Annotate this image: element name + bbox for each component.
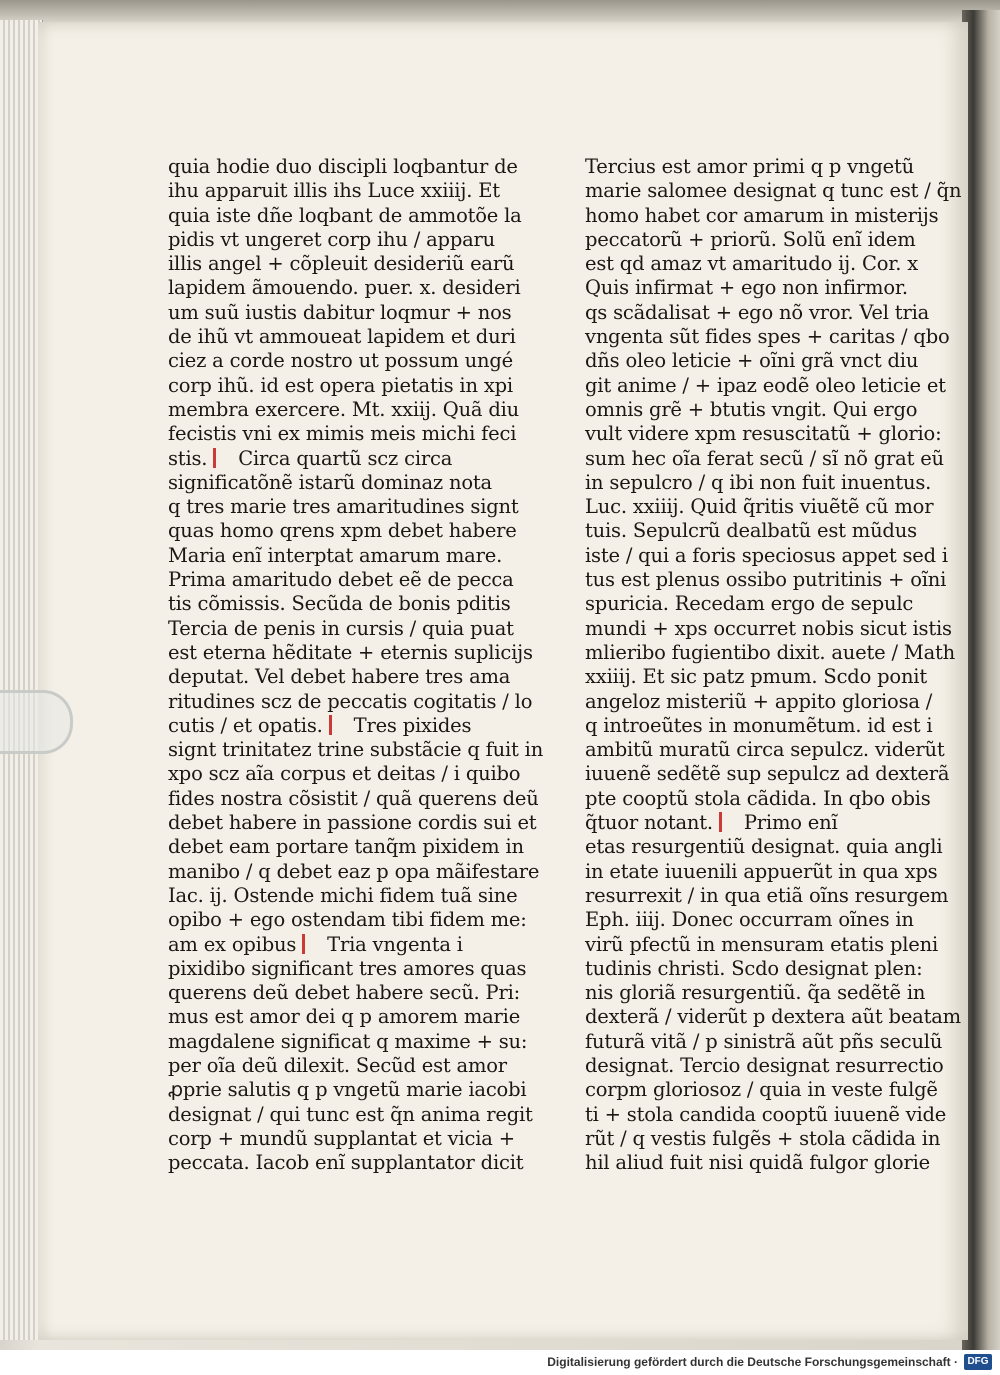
text-line: rũt / q vestis fulgẽs + stola cãdida in bbox=[585, 1126, 941, 1150]
text-line: peccatorũ + priorũ. Solũ enĩ idem bbox=[585, 227, 916, 251]
text-line: quia hodie duo discipli loqbantur de bbox=[168, 155, 518, 178]
book-top-edge bbox=[0, 0, 1000, 22]
left-text-column bbox=[168, 155, 544, 1175]
rubric-mark-icon bbox=[213, 448, 230, 468]
text-line: angeloz misteriũ + appito gloriosa / bbox=[585, 689, 933, 713]
paper-clip-icon bbox=[0, 690, 73, 754]
text-line: mundi + xps occurret nobis sicut istis bbox=[585, 616, 952, 640]
text-line: corpm gloriosoz / quia in veste fulgẽ bbox=[585, 1078, 938, 1102]
text-line: ritudines scz de peccatis cogitatis / lo bbox=[168, 689, 533, 713]
text-line: in etate iuuenili appuerũt in qua xps bbox=[585, 859, 938, 883]
text-line: q introeũtes in monumẽtum. id est i bbox=[585, 713, 933, 737]
text-line: Quis infirmat + ego non infirmor. bbox=[585, 276, 908, 300]
text-line: Tercia de penis in cursis / quia puat bbox=[168, 616, 514, 640]
text-line: pixidibo significant tres amores quas bbox=[168, 956, 527, 980]
text-line: designat. Tercio designat resurrectio bbox=[585, 1053, 944, 1077]
text-line: xxiiij. Et sic patz pmum. Scdo ponit bbox=[585, 665, 927, 689]
text-line: deputat. Vel debet habere tres ama bbox=[168, 665, 511, 689]
text-line: xpo scz aĩa corpus et deitas / i quibo bbox=[168, 762, 521, 786]
text-line: opibo + ego ostendam tibi fidem me: bbox=[168, 908, 527, 932]
text-line: Luc. xxiiij. Quid q̃ritis viuẽtẽ cũ mor bbox=[585, 495, 934, 519]
text-line: lapidem ãmouendo. puer. x. desideri bbox=[168, 276, 521, 300]
funding-credit: Digitalisierung gefördert durch die Deutsche Forschungsgemeinschaft · bbox=[547, 1355, 958, 1369]
text-line: est qd amaz vt amaritudo ij. Cor. x bbox=[585, 252, 919, 276]
text-line: membra exercere. Mt. xxiij. Quã diu bbox=[168, 397, 520, 421]
text-line: corp ihũ. id est opera pietatis in xpi bbox=[168, 373, 513, 397]
text-line: vngenta sũt fides spes + caritas / qbo bbox=[585, 325, 950, 349]
text-line: etas resurgentiũ designat. quia angli bbox=[585, 835, 943, 859]
text-line: Eph. iiij. Donec occurram oĩnes in bbox=[585, 908, 914, 932]
text-line: q̃tuor notant. Primo enĩ bbox=[585, 811, 838, 835]
text-line: per oĩa deũ dilexit. Secũd est amor bbox=[168, 1053, 507, 1077]
text-line: spuricia. Recedam ergo de sepulc bbox=[585, 592, 914, 616]
text-line: de ihũ vt ammoueat lapidem et duri bbox=[168, 325, 516, 349]
text-line: ꝓprie salutis q p vngetũ marie iacobi bbox=[168, 1078, 527, 1102]
text-line: um suũ iustis dabitur loqmur + nos bbox=[168, 300, 512, 324]
text-line: debet habere in passione cordis sui et bbox=[168, 811, 537, 835]
text-line: tuis. Sepulcrũ dealbatũ est mũdus bbox=[585, 519, 917, 543]
text-line: git anime / + ipaz eodẽ oleo leticie et bbox=[585, 373, 946, 397]
text-line: in sepulcro / q ibi non fuit inuentus. bbox=[585, 470, 932, 494]
text-line: dñs oleo leticie + oĩni grã vnct diu bbox=[585, 349, 919, 373]
text-line: hil aliud fuit nisi quidã fulgor glorie bbox=[585, 1151, 930, 1175]
text-line: est eterna hẽditate + eternis suplicijs bbox=[168, 640, 533, 664]
text-line: Maria enĩ interptat amarum mare. bbox=[168, 543, 503, 567]
text-line: cutis / et opatis. Tres pixides bbox=[168, 713, 472, 737]
rubric-mark-icon bbox=[302, 934, 319, 954]
text-line: magdalene significat q maxime + su: bbox=[168, 1029, 528, 1053]
footer-bar bbox=[0, 1350, 1000, 1375]
text-line: Prima amaritudo debet eẽ de pecca bbox=[168, 568, 514, 592]
text-line: mlieribo fugientibo dixit. auete / Math bbox=[585, 640, 956, 664]
text-line: stis. Circa quartũ scz circa bbox=[168, 446, 453, 470]
page-stack-edges bbox=[0, 20, 43, 1340]
text-line: vult videre xpm resuscitatũ + glorio: bbox=[585, 422, 942, 446]
text-line: futurã vitã / p sinistrã aũt pñs seculũ bbox=[585, 1029, 943, 1053]
text-line: Iac. ij. Ostende michi fidem tuã sine bbox=[168, 883, 518, 907]
text-line: pte cooptũ stola cãdida. In qbo obis bbox=[585, 786, 931, 810]
text-line: mus est amor dei q p amorem marie bbox=[168, 1005, 521, 1029]
text-line: Tercius est amor primi q p vngetũ bbox=[585, 155, 914, 178]
text-line: peccata. Iacob enĩ supplantator dicit bbox=[168, 1151, 524, 1175]
text-line: tis cõmissis. Secũda de bonis pditis bbox=[168, 592, 511, 616]
text-line: fides nostra cõsistit / quã querens deũ bbox=[168, 786, 539, 810]
text-line: homo habet cor amarum in misterijs bbox=[585, 203, 939, 227]
text-line: marie salomee designat q tunc est / q̃n bbox=[585, 179, 962, 203]
text-line: querens deũ debet habere secũ. Pri: bbox=[168, 981, 521, 1005]
text-line: iuuenẽ sedẽtẽ sup sepulcz ad dexterã bbox=[585, 762, 950, 786]
text-line: resurrexit / in qua etiã oĩns resurgem bbox=[585, 883, 949, 907]
text-line: dexterã / viderũt p dextera aũt beatam bbox=[585, 1005, 961, 1029]
text-line: signt trinitatez trine substãcie q fuit in bbox=[168, 738, 544, 762]
dfg-logo-icon: DFG bbox=[964, 1354, 992, 1370]
text-line: nis gloriã resurgentiũ. q̃a sedẽtẽ in bbox=[585, 981, 926, 1005]
text-line: tudinis christi. Scdo designat plen: bbox=[585, 956, 923, 980]
text-line: tus est plenus ossibo putritinis + oĩni bbox=[585, 568, 947, 592]
text-line: ihu apparuit illis ihs Luce xxiiij. Et bbox=[168, 179, 500, 203]
text-line: ciez a corde nostro ut possum ungé bbox=[168, 349, 514, 373]
text-line: quas homo qrens xpm debet habere bbox=[168, 519, 517, 543]
text-line: ambitũ muratũ circa sepulcz. viderũt bbox=[585, 738, 945, 762]
text-line: illis angel + cõpleuit desideriũ earũ bbox=[168, 252, 515, 276]
text-line: significatõnẽ istarũ dominaz nota bbox=[168, 470, 492, 494]
text-line: manibo / q debet eaz p opa mãifestare bbox=[168, 859, 540, 883]
text-line: qs scãdalisat + ego nõ vror. Vel tria bbox=[585, 300, 930, 324]
text-line: corp + mundũ supplantat et vicia + bbox=[168, 1126, 515, 1150]
rubric-mark-icon bbox=[329, 715, 346, 735]
text-line: ti + stola candida cooptũ iuuenẽ vide bbox=[585, 1102, 947, 1126]
right-text-column bbox=[585, 155, 962, 1175]
text-line: pidis vt ungeret corp ihu / apparu bbox=[168, 227, 496, 251]
text-line: omnis grẽ + btutis vngit. Qui ergo bbox=[585, 397, 918, 421]
text-line: q tres marie tres amaritudines signt bbox=[168, 495, 519, 519]
text-line: fecistis vni ex mimis meis michi feci bbox=[168, 422, 517, 446]
text-line: sum hec oĩa ferat secũ / sĩ nõ grat eũ bbox=[585, 446, 944, 470]
text-line: designat / qui tunc est q̃n anima regit bbox=[168, 1102, 533, 1126]
rubric-mark-icon bbox=[719, 812, 736, 832]
text-line: debet eam portare tanq̃m pixidem in bbox=[168, 835, 524, 859]
text-line: quia iste dñe loqbant de ammotõe la bbox=[168, 203, 522, 227]
text-line: iste / qui a foris speciosus appet sed i bbox=[585, 543, 948, 567]
text-line: am ex opibus Tria vngenta i bbox=[168, 932, 463, 956]
text-line: virũ pfectũ in mensuram etatis pleni bbox=[585, 932, 939, 956]
